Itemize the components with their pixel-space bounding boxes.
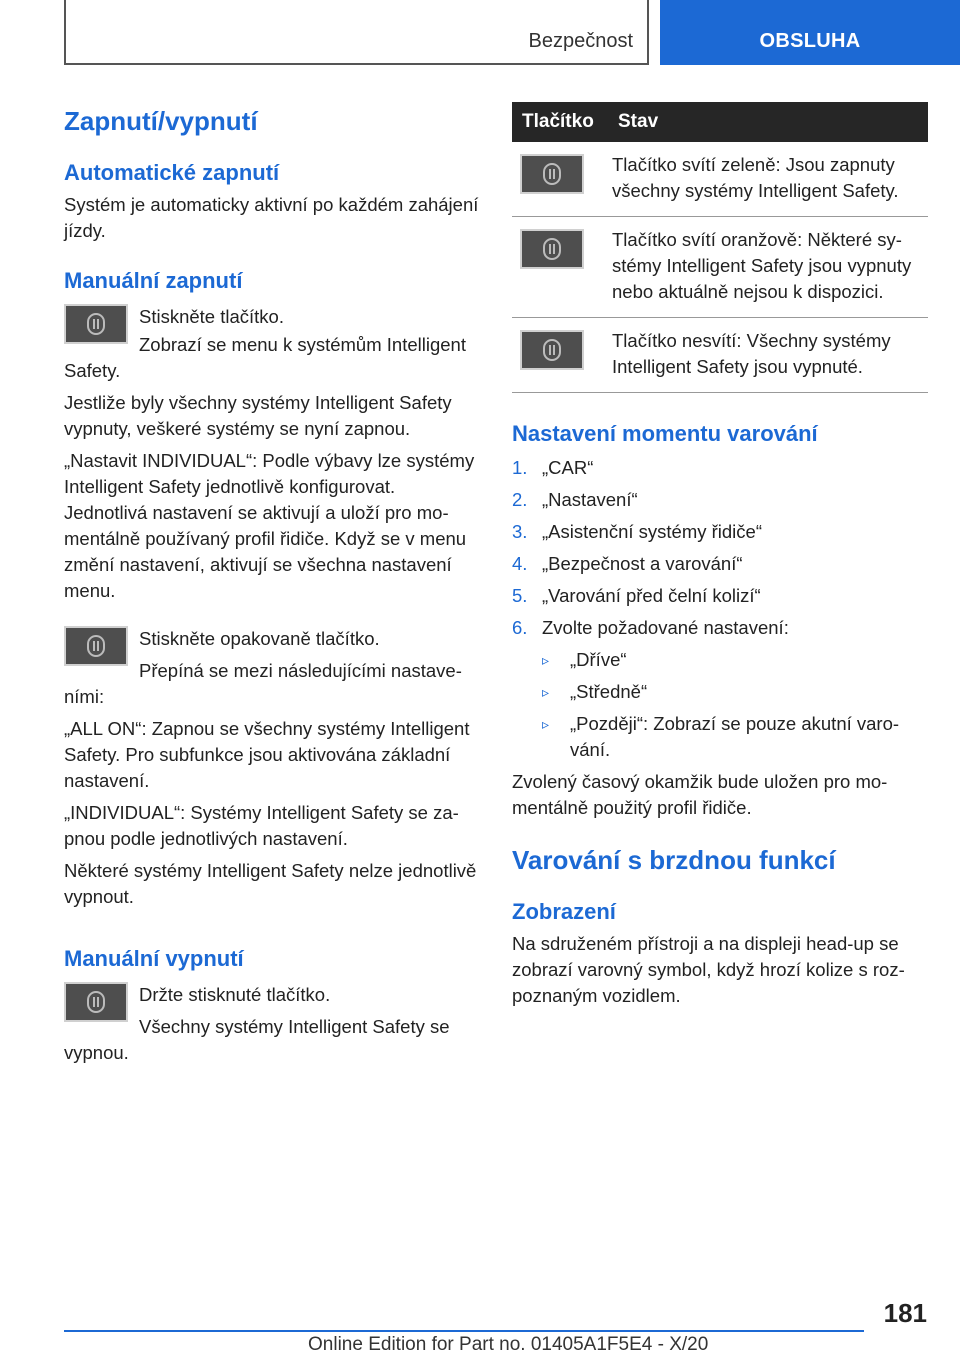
section-title: Zapnutí/vypnutí (64, 106, 258, 136)
sub-option: ▹ „Později“: Zobrazí se pouze akutní varování. (542, 713, 900, 760)
triangle-right-icon: ▹ (542, 716, 550, 732)
list-item: 4. „Bezpečnost a varování“ (512, 553, 743, 574)
repeat-step (64, 626, 479, 686)
manual-on-step2: Zobrazí se menu k systémům Intelligent Safety. (64, 334, 466, 381)
manual-off-step1: Držte stisknuté tlačítko. (139, 984, 331, 1005)
header-chapter-label: OBSLUHA (759, 30, 861, 52)
manual-on-p1: Jestliže byly všechny systémy Intelligent Safety vypnuty, veškeré systémy se nyní zapnou. (64, 392, 452, 439)
manual-off-step (64, 982, 479, 1042)
intelligent-safety-button-icon (520, 154, 584, 194)
triangle-right-icon: ▹ (542, 684, 550, 700)
edition-text: Online Edition for Part no. 01405A1F5E4 - X/20 (308, 1334, 709, 1355)
page-number: 181 (883, 1298, 927, 1328)
repeat-step2: Přepíná se mezi následujícími nastaveními: (64, 660, 462, 707)
chosen-time-text: Zvolený časový okamžik bude uložen pro momentálně použitý profil řidiče. (512, 771, 888, 818)
triangle-right-icon: ▹ (542, 652, 550, 668)
intelligent-safety-button-icon (64, 626, 128, 666)
table-header-button: Tlačítko (512, 102, 608, 142)
auto-on-heading: Automatické zapnutí (64, 160, 280, 185)
repeat-step1: Stiskněte opakovaně tlačítko. (139, 628, 380, 649)
sub-options (542, 647, 928, 763)
table-header-state: Stav (608, 102, 928, 142)
some-cannot-text: Některé systémy Intelligent Safety nelze jednotlivě vypnout. (64, 860, 477, 907)
warn-timing-heading: Nastavení momentu varování (512, 421, 818, 446)
display-heading: Zobrazení (512, 899, 616, 924)
intelligent-safety-button-icon (520, 330, 584, 370)
table-row (512, 142, 928, 217)
manual-off-step2: Všechny systémy Intelligent Safety se vypnou. (64, 1016, 450, 1063)
table-header-row (512, 102, 928, 142)
manual-on-heading: Manuální zapnutí (64, 268, 243, 293)
list-item: 5. „Varování před čelní kolizí“ (512, 585, 761, 606)
table-cell-state: Tlačítko svítí oranžově: Některé systémy Intelligent Safety jsou vypnuty nebo aktuálně nejsou k dispozici. (608, 217, 928, 318)
footer-divider (64, 1330, 864, 1332)
individual-text: „INDIVIDUAL“: Systémy Intelligent Safety se zapnou podle jednotlivých nastavení. (64, 802, 459, 849)
all-on-text: „ALL ON“: Zapnou se všechny systémy Intelligent Safety. Pro subfunkce jsou aktivována základní nastavení. (64, 718, 470, 791)
sub-option: ▹ „Středně“ (542, 679, 928, 705)
header-section-box (64, 0, 649, 65)
intelligent-safety-button-icon (64, 304, 128, 344)
left-column (64, 100, 479, 1066)
sub-option: ▹ „Dříve“ (542, 647, 928, 673)
right-column (512, 102, 928, 1009)
manual-on-step1: Stiskněte tlačítko. (139, 306, 284, 327)
brake-warning-title: Varování s brzdnou funkcí (512, 845, 836, 875)
intelligent-safety-button-icon (520, 229, 584, 269)
list-item: 1. „CAR“ (512, 457, 594, 478)
list-item: 3. „Asistenční systémy řidiče“ (512, 521, 762, 542)
table-cell-state: Tlačítko nesvítí: Všechny systémy Intelligent Safety jsou vypnuté. (608, 318, 928, 393)
intelligent-safety-button-icon (64, 982, 128, 1022)
auto-on-text: Systém je automaticky aktivní po každém zahájení jízdy. (64, 194, 479, 241)
list-item: 6. Zvolte požadované nastavení: ▹ „Dříve“ ▹ „Středně“ ▹ „Později“: Zobrazí se pouze akutní varování. (512, 615, 928, 763)
manual-off-heading: Manuální vypnutí (64, 946, 244, 971)
table-row (512, 318, 928, 393)
manual-on-p2: „Nastavit INDIVIDUAL“: Podle výbavy lze systémy Intelligent Safety jednotlivě konfigurovat. Jednotlivá nastavení se aktivují a uloží pro momentálně používaný profil řidiče. Když se v menu změní nastavení, aktivují se všechna nastavení menu. (64, 450, 475, 601)
header-section-label: Bezpečnost (528, 30, 633, 52)
list-item: 2. „Nastavení“ (512, 489, 638, 510)
settings-steps (512, 455, 928, 763)
button-state-table (512, 102, 928, 393)
table-row (512, 217, 928, 318)
header-chapter-tab (660, 0, 960, 65)
table-cell-state: Tlačítko svítí zeleně: Jsou zapnuty všechny systémy Intelligent Safety. (608, 142, 928, 217)
manual-on-step (64, 304, 479, 364)
display-text: Na sdruženém přístroji a na displeji head-up se zobrazí varovný symbol, když hrozí kolize s rozpoznaným vozidlem. (512, 933, 905, 1006)
